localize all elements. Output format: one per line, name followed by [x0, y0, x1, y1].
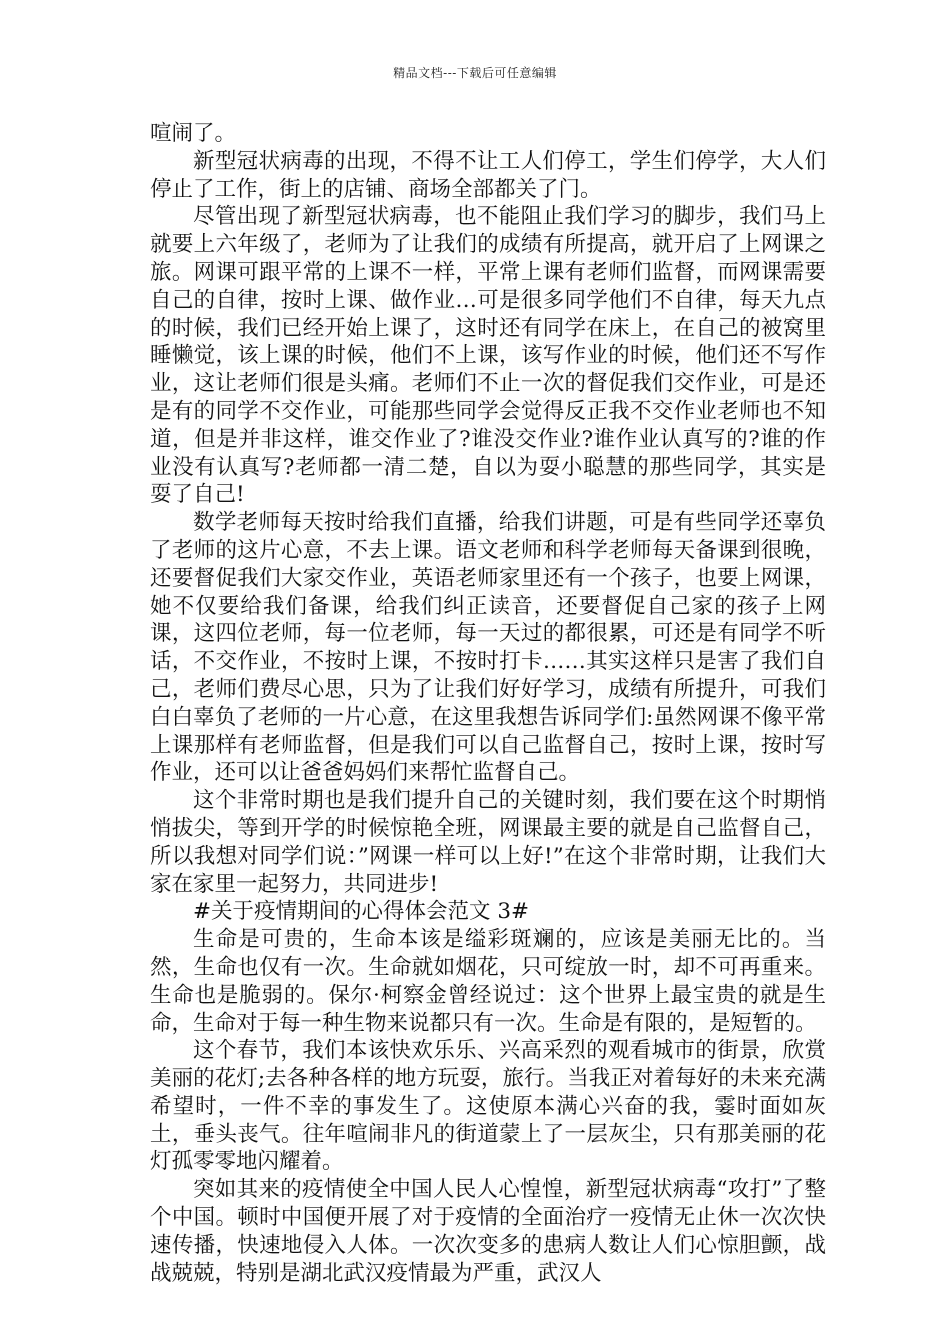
section-heading: #关于疫情期间的心得体会范文 3#: [193, 899, 530, 925]
page-header: 精品文档---下载后可任意编辑: [393, 66, 557, 80]
paragraph: 生命是可贵的，生命本该是缢彩斑斓的，应该是美丽无比的。当然，生命也仅有一次。生命就如烟花，只可绽放一时，却不可再重来。生命也是脆弱的。保尔·柯察金曾经说过：这个世界上最宝贵的就是生命，生命对于每一种生物来说都只有一次。生命是有限的，是短暂的。: [150, 927, 826, 1036]
paragraph: 新型冠状病毒的出现，不得不让工人们停工，学生们停学，大人们停止了工作，街上的店铺、商场全部都关了门。: [150, 148, 826, 202]
paragraph: 数学老师每天按时给我们直播，给我们讲题，可是有些同学还辜负了老师的这片心意，不去上课。语文老师和科学老师每天备课到很晚，还要督促我们大家交作业，英语老师家里还有一个孩子，也要上网课，她不仅要给我们备课，给我们纠正读音，还要督促自己家的孩子上网课，这四位老师，每一位老师，每一天过的都很累，可还是有同学不听话，不交作业，不按时上课，不按时打卡……其实这样只是害了我们自己，老师们费尽心思，只为了让我们好好学习，成绩有所提升，可我们白白辜负了老师的一片心意，在这里我想告诉同学们:虽然网课不像平常上课那样有老师监督，但是我们可以自己监督自己，按时上课，按时写作业，还可以让爸爸妈妈们来帮忙监督自己。: [150, 510, 826, 786]
paragraph: 喧闹了。: [150, 121, 237, 146]
paragraph: 尽管出现了新型冠状病毒，也不能阻止我们学习的脚步，我们马上就要上六年级了，老师为了让我们的成绩有所提高，就开启了上网课之旅。网课可跟平常的上课不一样，平常上课有老师们监督，而网课需要自己的自律，按时上课、做作业…可是很多同学他们不自律，每天九点的时候，我们已经开始上课了，这时还有同学在床上，在自己的被窝里睡懒觉，该上课的时候，他们不上课，该写作业的时候，他们还不写作业，这让老师们很是头痛。老师们不止一次的督促我们交作业，可是还是有的同学不交作业，可能那些同学会觉得反正我不交作业老师也不知道，但是并非这样，谁交作业了?谁没交作业?谁作业认真写的?谁的作业没有认真写?老师都一清二楚，自以为耍小聪慧的那些同学，其实是耍了自己!: [150, 204, 826, 508]
paragraph: 突如其来的疫情使全中国人民人心惶惶，新型冠状病毒“攻打”了整个中国。顿时中国便开展了对于疫情的全面治疗一疫情无止休一次次快速传播，快速地侵入人体。一次次变多的患病人数让人们心惊胆颤，战战兢兢，特别是湖北武汉疫情最为严重，武汉人: [150, 1177, 826, 1286]
document-body: [150, 120, 826, 1287]
paragraph: 这个春节，我们本该快欢乐乐、兴高采烈的观看城市的街景，欣赏美丽的花灯;去各种各样的地方玩耍，旅行。当我正对着每好的未来充满希望时，一件不幸的事发生了。这使原本满心兴奋的我，霎时面如灰土，垂头丧气。往年喧闹非凡的街道蒙上了一层灰尘，只有那美丽的花灯孤零零地闪耀着。: [150, 1038, 826, 1175]
paragraph: 这个非常时期也是我们提升自己的关键时刻，我们要在这个时期悄悄拔尖，等到开学的时候惊艳全班，网课最主要的就是自己监督自己，所以我想对同学们说：”网课一样可以上好!”在这个非常时期，让我们大家在家里一起努力，共同进步!: [150, 788, 826, 897]
